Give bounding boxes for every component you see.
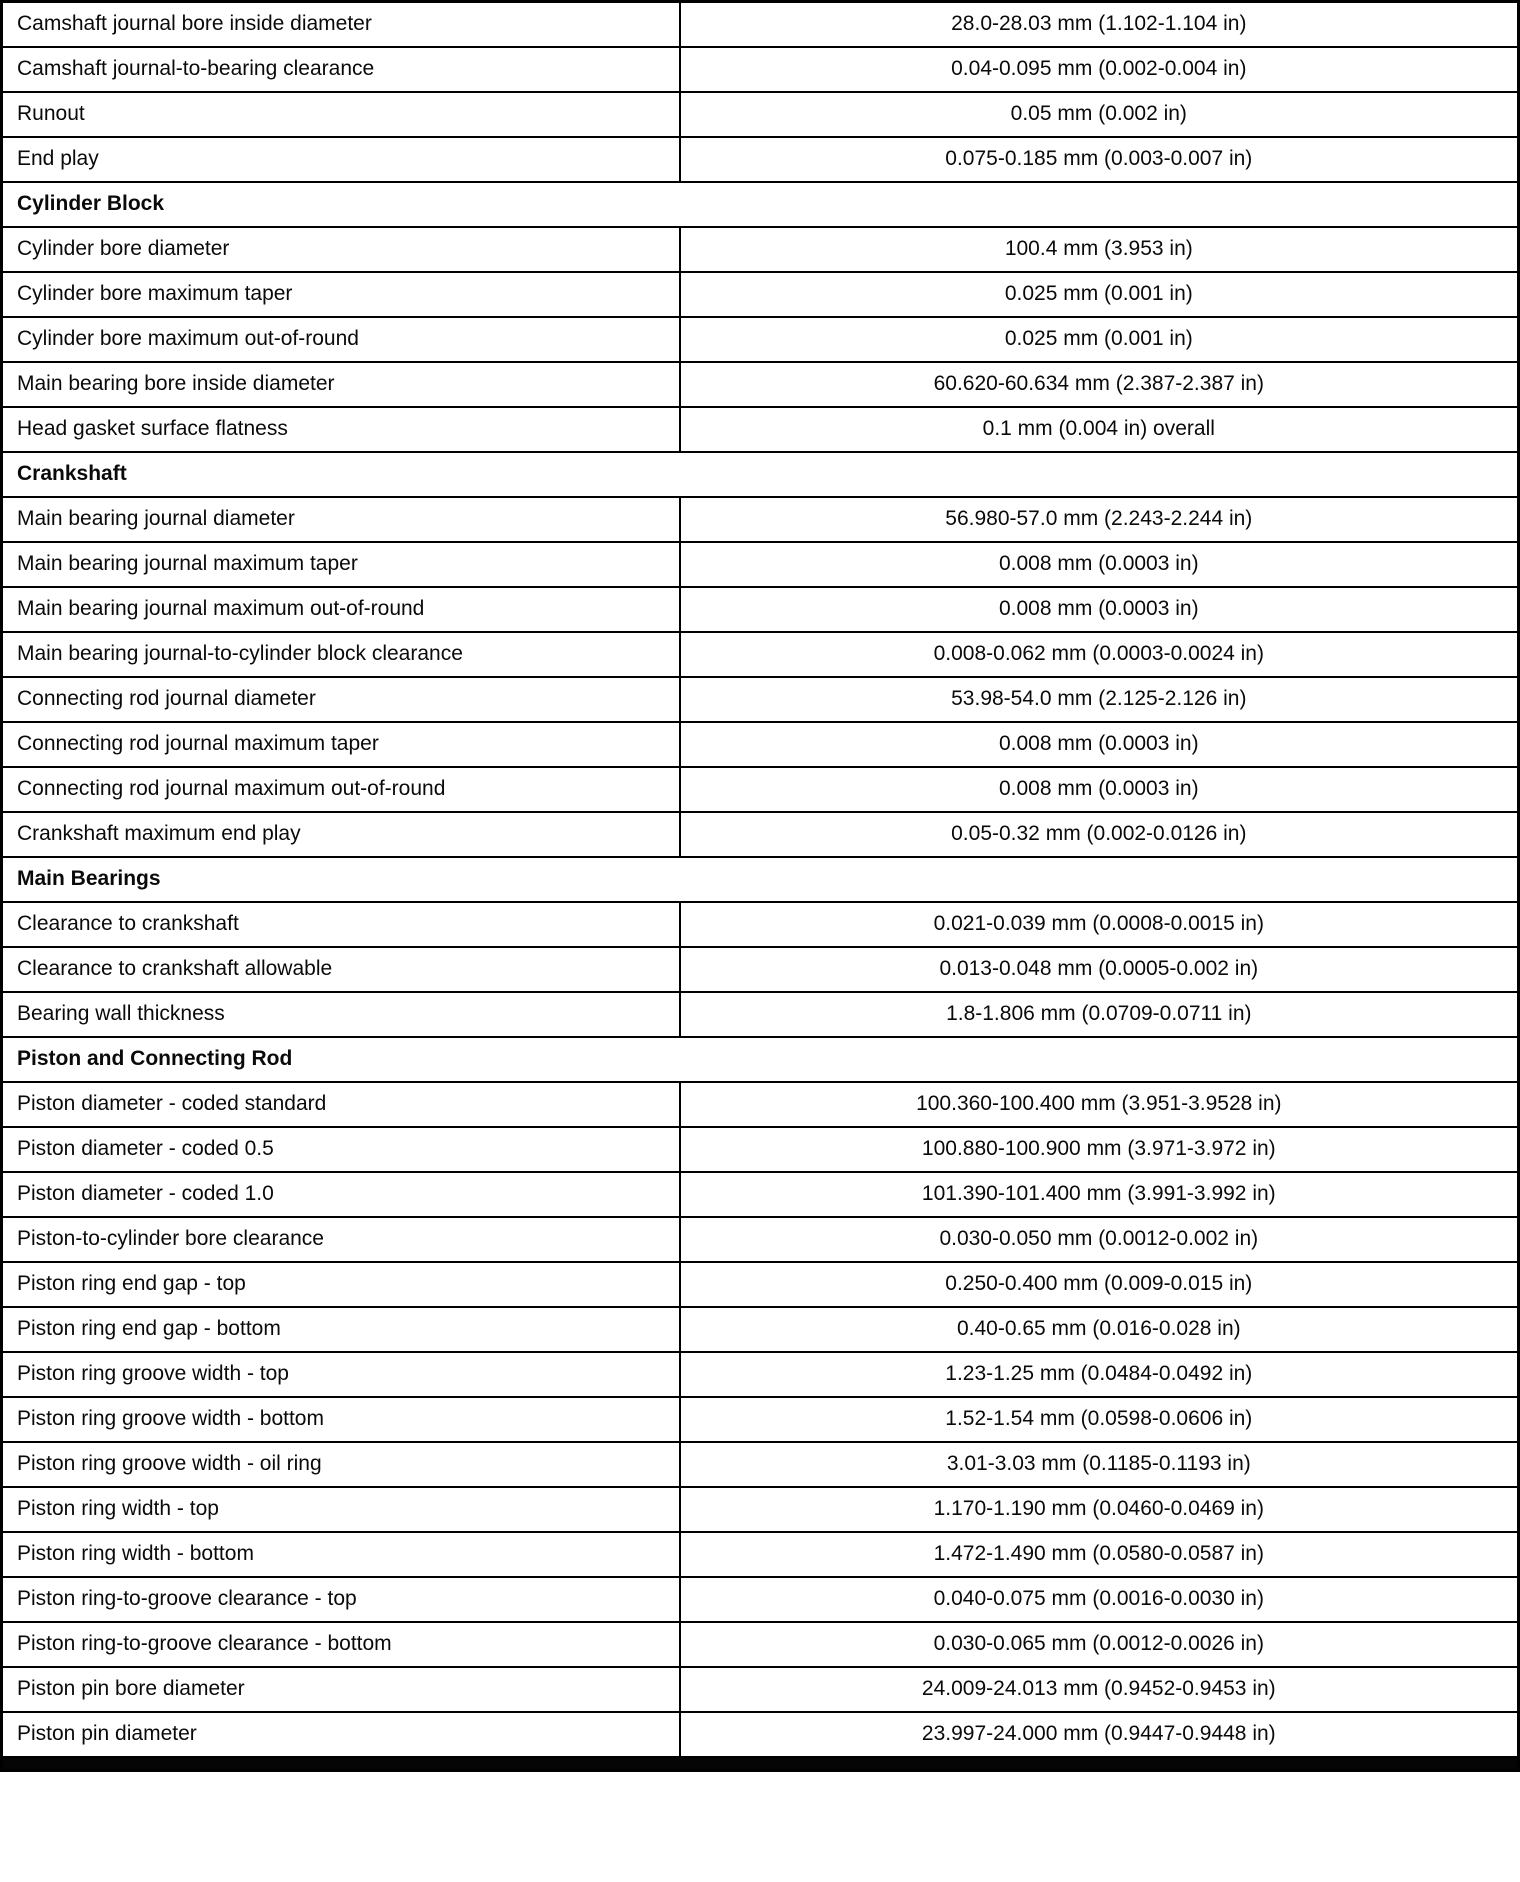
spec-value-cell: 0.008 mm (0.0003 in) xyxy=(680,722,1519,767)
table-row xyxy=(2,1487,1519,1532)
spec-value-cell: 1.23-1.25 mm (0.0484-0.0492 in) xyxy=(680,1352,1519,1397)
spec-label-cell: Piston ring groove width - top xyxy=(2,1352,680,1397)
spec-label-cell: Cylinder bore maximum taper xyxy=(2,272,680,317)
table-row xyxy=(2,1262,1519,1307)
spec-value-cell: 23.997-24.000 mm (0.9447-0.9448 in) xyxy=(680,1712,1519,1757)
spec-value-cell: 0.075-0.185 mm (0.003-0.007 in) xyxy=(680,137,1519,182)
table-row xyxy=(2,632,1519,677)
spec-label-cell: Main bearing journal diameter xyxy=(2,497,680,542)
spec-label-cell: Piston ring groove width - bottom xyxy=(2,1397,680,1442)
spec-value-cell: 0.025 mm (0.001 in) xyxy=(680,317,1519,362)
spec-label-cell: Camshaft journal-to-bearing clearance xyxy=(2,47,680,92)
spec-label-cell: Main bearing journal-to-cylinder block clearance xyxy=(2,632,680,677)
spec-value-cell: 0.05-0.32 mm (0.002-0.0126 in) xyxy=(680,812,1519,857)
section-header-cell: Crankshaft xyxy=(2,452,1519,497)
table-row xyxy=(2,1397,1519,1442)
cutoff-partial-row xyxy=(2,1757,1519,1771)
spec-value-cell: 1.8-1.806 mm (0.0709-0.0711 in) xyxy=(680,992,1519,1037)
section-row xyxy=(2,1037,1519,1082)
spec-value-cell: 28.0-28.03 mm (1.102-1.104 in) xyxy=(680,2,1519,47)
table-row xyxy=(2,1442,1519,1487)
table-row xyxy=(2,92,1519,137)
spec-label-cell: Piston diameter - coded standard xyxy=(2,1082,680,1127)
section-row xyxy=(2,182,1519,227)
section-header-cell: Main Bearings xyxy=(2,857,1519,902)
spec-label-cell: Piston ring width - top xyxy=(2,1487,680,1532)
spec-label-cell: Head gasket surface flatness xyxy=(2,407,680,452)
spec-value-cell: 1.170-1.190 mm (0.0460-0.0469 in) xyxy=(680,1487,1519,1532)
spec-label-cell: Piston ring groove width - oil ring xyxy=(2,1442,680,1487)
table-row xyxy=(2,767,1519,812)
table-row xyxy=(2,227,1519,272)
cutoff-partial-cell xyxy=(2,1757,1519,1771)
spec-label-cell: Piston diameter - coded 0.5 xyxy=(2,1127,680,1172)
spec-value-cell: 101.390-101.400 mm (3.991-3.992 in) xyxy=(680,1172,1519,1217)
spec-value-cell: 0.008-0.062 mm (0.0003-0.0024 in) xyxy=(680,632,1519,677)
spec-value-cell: 24.009-24.013 mm (0.9452-0.9453 in) xyxy=(680,1667,1519,1712)
spec-label-cell: Clearance to crankshaft xyxy=(2,902,680,947)
table-row xyxy=(2,587,1519,632)
section-row xyxy=(2,857,1519,902)
spec-value-cell: 0.40-0.65 mm (0.016-0.028 in) xyxy=(680,1307,1519,1352)
spec-label-cell: Piston diameter - coded 1.0 xyxy=(2,1172,680,1217)
table-row xyxy=(2,1307,1519,1352)
table-row xyxy=(2,2,1519,47)
spec-label-cell: Runout xyxy=(2,92,680,137)
spec-label-cell: Piston pin bore diameter xyxy=(2,1667,680,1712)
spec-label-cell: Piston pin diameter xyxy=(2,1712,680,1757)
specs-table-body xyxy=(2,2,1519,1771)
section-header-cell: Piston and Connecting Rod xyxy=(2,1037,1519,1082)
table-row xyxy=(2,1712,1519,1757)
table-row xyxy=(2,317,1519,362)
table-row xyxy=(2,1217,1519,1262)
spec-label-cell: Piston-to-cylinder bore clearance xyxy=(2,1217,680,1262)
spec-label-cell: Main bearing journal maximum taper xyxy=(2,542,680,587)
spec-value-cell: 0.030-0.065 mm (0.0012-0.0026 in) xyxy=(680,1622,1519,1667)
table-row xyxy=(2,722,1519,767)
spec-value-cell: 0.008 mm (0.0003 in) xyxy=(680,542,1519,587)
table-row xyxy=(2,362,1519,407)
spec-value-cell: 0.021-0.039 mm (0.0008-0.0015 in) xyxy=(680,902,1519,947)
spec-label-cell: Camshaft journal bore inside diameter xyxy=(2,2,680,47)
table-row xyxy=(2,1532,1519,1577)
table-row xyxy=(2,1577,1519,1622)
spec-label-cell: Cylinder bore diameter xyxy=(2,227,680,272)
spec-value-cell: 0.04-0.095 mm (0.002-0.004 in) xyxy=(680,47,1519,92)
spec-value-cell: 60.620-60.634 mm (2.387-2.387 in) xyxy=(680,362,1519,407)
table-row xyxy=(2,902,1519,947)
table-row xyxy=(2,137,1519,182)
spec-label-cell: Crankshaft maximum end play xyxy=(2,812,680,857)
table-row xyxy=(2,1082,1519,1127)
spec-value-cell: 100.880-100.900 mm (3.971-3.972 in) xyxy=(680,1127,1519,1172)
spec-value-cell: 0.250-0.400 mm (0.009-0.015 in) xyxy=(680,1262,1519,1307)
spec-label-cell: Connecting rod journal maximum taper xyxy=(2,722,680,767)
spec-value-cell: 0.013-0.048 mm (0.0005-0.002 in) xyxy=(680,947,1519,992)
table-row xyxy=(2,1127,1519,1172)
spec-label-cell: Piston ring width - bottom xyxy=(2,1532,680,1577)
spec-value-cell: 100.4 mm (3.953 in) xyxy=(680,227,1519,272)
table-row xyxy=(2,1622,1519,1667)
spec-label-cell: End play xyxy=(2,137,680,182)
spec-label-cell: Piston ring end gap - bottom xyxy=(2,1307,680,1352)
spec-value-cell: 53.98-54.0 mm (2.125-2.126 in) xyxy=(680,677,1519,722)
spec-value-cell: 3.01-3.03 mm (0.1185-0.1193 in) xyxy=(680,1442,1519,1487)
spec-value-cell: 0.008 mm (0.0003 in) xyxy=(680,587,1519,632)
spec-label-cell: Cylinder bore maximum out-of-round xyxy=(2,317,680,362)
table-row xyxy=(2,812,1519,857)
spec-label-cell: Piston ring-to-groove clearance - bottom xyxy=(2,1622,680,1667)
section-header-cell: Cylinder Block xyxy=(2,182,1519,227)
spec-label-cell: Bearing wall thickness xyxy=(2,992,680,1037)
table-row xyxy=(2,992,1519,1037)
spec-label-cell: Main bearing journal maximum out-of-round xyxy=(2,587,680,632)
table-row xyxy=(2,677,1519,722)
table-row xyxy=(2,47,1519,92)
spec-value-cell: 1.472-1.490 mm (0.0580-0.0587 in) xyxy=(680,1532,1519,1577)
table-row xyxy=(2,542,1519,587)
spec-value-cell: 100.360-100.400 mm (3.951-3.9528 in) xyxy=(680,1082,1519,1127)
spec-label-cell: Piston ring-to-groove clearance - top xyxy=(2,1577,680,1622)
spec-value-cell: 0.040-0.075 mm (0.0016-0.0030 in) xyxy=(680,1577,1519,1622)
spec-value-cell: 0.025 mm (0.001 in) xyxy=(680,272,1519,317)
table-row xyxy=(2,407,1519,452)
spec-value-cell: 0.05 mm (0.002 in) xyxy=(680,92,1519,137)
table-row xyxy=(2,1352,1519,1397)
table-row xyxy=(2,947,1519,992)
spec-label-cell: Main bearing bore inside diameter xyxy=(2,362,680,407)
table-row xyxy=(2,272,1519,317)
table-row xyxy=(2,1172,1519,1217)
spec-label-cell: Clearance to crankshaft allowable xyxy=(2,947,680,992)
table-row xyxy=(2,1667,1519,1712)
table-row xyxy=(2,497,1519,542)
spec-label-cell: Connecting rod journal diameter xyxy=(2,677,680,722)
spec-value-cell: 1.52-1.54 mm (0.0598-0.0606 in) xyxy=(680,1397,1519,1442)
spec-value-cell: 0.030-0.050 mm (0.0012-0.002 in) xyxy=(680,1217,1519,1262)
spec-value-cell: 0.1 mm (0.004 in) overall xyxy=(680,407,1519,452)
spec-label-cell: Connecting rod journal maximum out-of-round xyxy=(2,767,680,812)
spec-label-cell: Piston ring end gap - top xyxy=(2,1262,680,1307)
spec-value-cell: 0.008 mm (0.0003 in) xyxy=(680,767,1519,812)
spec-value-cell: 56.980-57.0 mm (2.243-2.244 in) xyxy=(680,497,1519,542)
section-row xyxy=(2,452,1519,497)
